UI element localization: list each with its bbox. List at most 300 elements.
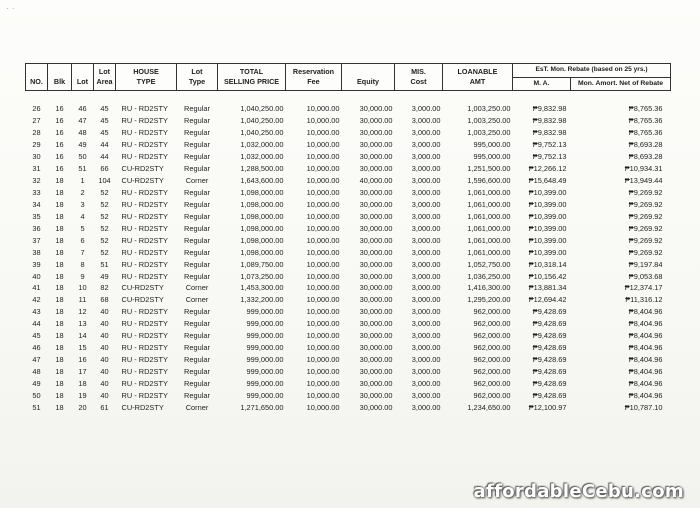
cell-house-type: RU - RD2STY	[121, 319, 168, 329]
cell-lot-type: Corner	[185, 402, 209, 412]
cell-lot: 18	[78, 378, 87, 388]
cell-total-price: 999,000.00	[246, 355, 284, 365]
cell-lot-type: Regular	[184, 104, 210, 114]
header-house-type-2: TYPE	[116, 77, 177, 91]
cell-mon-amort: ₱9,269.92	[628, 223, 663, 233]
cell-reservation-fee: 10,000.00	[306, 343, 340, 353]
cell-loanable-amt: 962,000.00	[473, 355, 511, 365]
cell-reservation-fee: 10,000.00	[306, 235, 340, 245]
cell-no: 39	[32, 259, 41, 269]
table-row	[26, 115, 671, 127]
cell-reservation-fee: 10,000.00	[306, 223, 340, 233]
cell-house-type: RU - RD2STY	[121, 247, 168, 257]
cell-house-type: CU-RD2STY	[121, 295, 164, 305]
cell-lot: 9	[80, 271, 85, 281]
cell-lot: 7	[80, 247, 85, 257]
cell-total-price: 1,040,250.00	[240, 128, 284, 138]
cell-total-price: 1,098,000.00	[240, 199, 284, 209]
cell-lot-area: 49	[100, 271, 109, 281]
cell-equity: 30,000.00	[359, 199, 393, 209]
cell-house-type: RU - RD2STY	[121, 390, 168, 400]
cell-mon-amort: ₱8,404.96	[628, 355, 663, 365]
cell-lot-area: 40	[100, 355, 109, 365]
cell-lot-area: 51	[100, 259, 109, 269]
cell-no: 33	[32, 187, 41, 197]
header-reservation: Reservation	[286, 64, 342, 78]
cell-mis-cost: 3,000.00	[411, 152, 441, 162]
cell-mis-cost: 3,000.00	[411, 307, 441, 317]
cell-mon-amort: ₱8,693.28	[628, 140, 663, 150]
table-row	[26, 151, 671, 163]
cell-house-type: CU-RD2STY	[121, 283, 164, 293]
cell-lot-type: Regular	[184, 307, 210, 317]
table-row	[26, 389, 671, 401]
cell-ma: ₱10,399.00	[528, 199, 567, 209]
cell-house-type: RU - RD2STY	[121, 271, 168, 281]
cell-loanable-amt: 1,061,000.00	[467, 247, 511, 257]
cell-lot-type: Regular	[184, 223, 210, 233]
cell-mon-amort: ₱8,404.96	[628, 367, 663, 377]
cell-mis-cost: 3,000.00	[411, 295, 441, 305]
cell-mon-amort: ₱8,765.36	[628, 104, 663, 114]
cell-lot-type: Regular	[184, 271, 210, 281]
cell-lot: 19	[78, 390, 87, 400]
cell-no: 38	[32, 247, 41, 257]
cell-reservation-fee: 10,000.00	[306, 247, 340, 257]
cell-loanable-amt: 1,061,000.00	[467, 235, 511, 245]
cell-reservation-fee: 10,000.00	[306, 283, 340, 293]
cell-lot-type: Regular	[184, 164, 210, 174]
cell-reservation-fee: 10,000.00	[306, 307, 340, 317]
cell-lot: 14	[78, 331, 87, 341]
cell-no: 44	[32, 319, 41, 329]
cell-lot: 49	[78, 140, 87, 150]
cell-no: 37	[32, 235, 41, 245]
cell-loanable-amt: 962,000.00	[473, 343, 511, 353]
cell-house-type: CU-RD2STY	[121, 402, 164, 412]
table-row	[26, 366, 671, 378]
cell-blk: 18	[55, 259, 64, 269]
cell-house-type: RU - RD2STY	[121, 259, 168, 269]
cell-no: 49	[32, 378, 41, 388]
cell-mis-cost: 3,000.00	[411, 355, 441, 365]
table-row	[26, 246, 671, 258]
cell-ma: ₱12,694.42	[528, 295, 567, 305]
cell-no: 46	[32, 343, 41, 353]
cell-equity: 30,000.00	[359, 128, 393, 138]
cell-no: 36	[32, 223, 41, 233]
cell-equity: 30,000.00	[359, 355, 393, 365]
cell-house-type: RU - RD2STY	[121, 355, 168, 365]
cell-ma: ₱10,399.00	[528, 247, 567, 257]
cell-lot-area: 52	[100, 223, 109, 233]
cell-no: 34	[32, 199, 41, 209]
cell-ma: ₱10,399.00	[528, 235, 567, 245]
cell-reservation-fee: 10,000.00	[306, 319, 340, 329]
cell-lot: 50	[78, 152, 87, 162]
cell-reservation-fee: 10,000.00	[306, 187, 340, 197]
cell-house-type: RU - RD2STY	[121, 307, 168, 317]
cell-lot-area: 44	[100, 152, 109, 162]
cell-total-price: 1,098,000.00	[240, 247, 284, 257]
table-row	[26, 378, 671, 390]
cell-mis-cost: 3,000.00	[411, 199, 441, 209]
cell-ma: ₱9,752.13	[532, 152, 567, 162]
cell-house-type: RU - RD2STY	[121, 152, 168, 162]
cell-lot: 20	[78, 402, 87, 412]
cell-mis-cost: 3,000.00	[411, 211, 441, 221]
header-ma: M. A.	[513, 77, 571, 91]
table-row	[26, 306, 671, 318]
cell-mon-amort: ₱8,765.36	[628, 128, 663, 138]
cell-lot-type: Regular	[184, 199, 210, 209]
cell-lot: 4	[80, 211, 85, 221]
cell-reservation-fee: 10,000.00	[306, 211, 340, 221]
cell-blk: 16	[55, 140, 64, 150]
cell-reservation-fee: 10,000.00	[306, 367, 340, 377]
cell-reservation-fee: 10,000.00	[306, 116, 340, 126]
cell-equity: 30,000.00	[359, 271, 393, 281]
cell-blk: 18	[55, 378, 64, 388]
cell-reservation-fee: 10,000.00	[306, 402, 340, 412]
cell-lot: 51	[78, 164, 87, 174]
cell-lot: 11	[78, 295, 87, 305]
cell-equity: 30,000.00	[359, 343, 393, 353]
cell-lot-area: 52	[100, 187, 109, 197]
cell-equity: 30,000.00	[359, 295, 393, 305]
cell-equity: 30,000.00	[359, 247, 393, 257]
table-row	[26, 222, 671, 234]
cell-no: 40	[32, 271, 41, 281]
cell-blk: 18	[55, 390, 64, 400]
cell-ma: ₱9,428.69	[532, 355, 567, 365]
header-mis: MIS.	[395, 64, 443, 78]
cell-loanable-amt: 1,416,300.00	[467, 283, 511, 293]
cell-mon-amort: ₱8,404.96	[628, 343, 663, 353]
cell-lot-type: Regular	[184, 128, 210, 138]
cell-lot: 48	[78, 128, 87, 138]
cell-reservation-fee: 10,000.00	[306, 176, 340, 186]
table-row	[26, 127, 671, 139]
cell-lot-area: 40	[100, 378, 109, 388]
header-loanable: LOANABLE	[443, 64, 513, 78]
cell-total-price: 999,000.00	[246, 367, 284, 377]
cell-blk: 18	[55, 235, 64, 245]
cell-loanable-amt: 962,000.00	[473, 378, 511, 388]
header-no: NO.	[26, 77, 48, 91]
table-row	[26, 210, 671, 222]
cell-mon-amort: ₱9,269.92	[628, 211, 663, 221]
cell-house-type: RU - RD2STY	[121, 211, 168, 221]
cell-mon-amort: ₱8,404.96	[628, 378, 663, 388]
cell-mon-amort: ₱10,787.10	[624, 402, 663, 412]
cell-lot-type: Corner	[185, 295, 209, 305]
cell-lot-area: 66	[100, 164, 109, 174]
cell-total-price: 999,000.00	[246, 343, 284, 353]
cell-blk: 18	[55, 187, 64, 197]
cell-blk: 18	[55, 271, 64, 281]
cell-mon-amort: ₱8,765.36	[628, 116, 663, 126]
table-row	[26, 175, 671, 187]
cell-mon-amort: ₱9,269.92	[628, 247, 663, 257]
cell-lot-area: 61	[100, 402, 109, 412]
header-mis-2: Cost	[395, 77, 443, 91]
cell-ma: ₱12,100.97	[528, 402, 567, 412]
cell-blk: 18	[55, 199, 64, 209]
cell-lot: 3	[80, 199, 85, 209]
cell-mis-cost: 3,000.00	[411, 223, 441, 233]
cell-total-price: 999,000.00	[246, 307, 284, 317]
cell-mis-cost: 3,000.00	[411, 259, 441, 269]
cell-no: 45	[32, 331, 41, 341]
cell-blk: 16	[55, 128, 64, 138]
cell-lot-area: 40	[100, 319, 109, 329]
cell-lot: 1	[80, 176, 85, 186]
cell-house-type: RU - RD2STY	[121, 235, 168, 245]
cell-no: 47	[32, 355, 41, 365]
table-row	[26, 198, 671, 210]
cell-total-price: 1,098,000.00	[240, 187, 284, 197]
cell-equity: 30,000.00	[359, 140, 393, 150]
cell-reservation-fee: 10,000.00	[306, 128, 340, 138]
cell-mis-cost: 3,000.00	[411, 104, 441, 114]
cell-lot-type: Regular	[184, 116, 210, 126]
table-row	[26, 234, 671, 246]
table-row	[26, 258, 671, 270]
cell-mon-amort: ₱8,404.96	[628, 331, 663, 341]
cell-mon-amort: ₱13,949.44	[624, 176, 663, 186]
cell-mon-amort: ₱8,693.28	[628, 152, 663, 162]
cell-reservation-fee: 10,000.00	[306, 355, 340, 365]
table-row	[26, 103, 671, 115]
cell-ma: ₱13,881.34	[528, 283, 567, 293]
header-total: TOTAL	[218, 64, 286, 78]
cell-blk: 18	[55, 331, 64, 341]
cell-lot: 46	[78, 104, 87, 114]
cell-ma: ₱9,832.98	[532, 128, 567, 138]
cell-loanable-amt: 1,295,200.00	[467, 295, 511, 305]
cell-lot-area: 52	[100, 235, 109, 245]
cell-mis-cost: 3,000.00	[411, 283, 441, 293]
header-house-type: HOUSE	[116, 64, 177, 78]
cell-total-price: 1,098,000.00	[240, 223, 284, 233]
cell-mis-cost: 3,000.00	[411, 402, 441, 412]
cell-house-type: RU - RD2STY	[121, 116, 168, 126]
cell-loanable-amt: 1,061,000.00	[467, 187, 511, 197]
cell-reservation-fee: 10,000.00	[306, 295, 340, 305]
cell-reservation-fee: 10,000.00	[306, 331, 340, 341]
header-equity: Equity	[342, 77, 395, 91]
cell-lot: 16	[78, 355, 87, 365]
cell-total-price: 1,032,000.00	[240, 152, 284, 162]
cell-ma: ₱10,318.14	[528, 259, 567, 269]
cell-loanable-amt: 1,003,250.00	[467, 116, 511, 126]
cell-house-type: RU - RD2STY	[121, 187, 168, 197]
cell-lot-type: Regular	[184, 211, 210, 221]
cell-reservation-fee: 10,000.00	[306, 164, 340, 174]
cell-no: 50	[32, 390, 41, 400]
cell-mon-amort: ₱9,269.92	[628, 199, 663, 209]
cell-lot-area: 40	[100, 307, 109, 317]
cell-house-type: CU-RD2STY	[121, 176, 164, 186]
cell-total-price: 1,040,250.00	[240, 116, 284, 126]
cell-lot-type: Regular	[184, 235, 210, 245]
cell-lot: 15	[78, 343, 87, 353]
cell-equity: 30,000.00	[359, 331, 393, 341]
cell-mon-amort: ₱9,197.84	[628, 259, 663, 269]
cell-lot-area: 40	[100, 390, 109, 400]
scan-margin-mark: · ·	[6, 4, 16, 13]
cell-reservation-fee: 10,000.00	[306, 378, 340, 388]
cell-mis-cost: 3,000.00	[411, 319, 441, 329]
header-equity-top	[342, 64, 395, 78]
cell-equity: 30,000.00	[359, 116, 393, 126]
cell-mon-amort: ₱9,269.92	[628, 235, 663, 245]
cell-lot-type: Regular	[184, 390, 210, 400]
table-row	[26, 354, 671, 366]
cell-mis-cost: 3,000.00	[411, 235, 441, 245]
cell-blk: 18	[55, 176, 64, 186]
cell-no: 48	[32, 367, 41, 377]
cell-equity: 40,000.00	[359, 176, 393, 186]
cell-ma: ₱10,399.00	[528, 211, 567, 221]
cell-reservation-fee: 10,000.00	[306, 271, 340, 281]
cell-ma: ₱9,428.69	[532, 307, 567, 317]
cell-lot: 10	[78, 283, 87, 293]
table-row	[26, 294, 671, 306]
table-row	[26, 163, 671, 175]
cell-equity: 30,000.00	[359, 283, 393, 293]
cell-lot-type: Regular	[184, 367, 210, 377]
cell-lot-area: 40	[100, 343, 109, 353]
cell-house-type: RU - RD2STY	[121, 378, 168, 388]
cell-lot-area: 82	[100, 283, 109, 293]
cell-equity: 30,000.00	[359, 187, 393, 197]
cell-ma: ₱9,428.69	[532, 331, 567, 341]
cell-mis-cost: 3,000.00	[411, 247, 441, 257]
cell-equity: 30,000.00	[359, 211, 393, 221]
cell-no: 43	[32, 307, 41, 317]
cell-mon-amort: ₱8,404.96	[628, 319, 663, 329]
cell-blk: 18	[55, 283, 64, 293]
cell-equity: 30,000.00	[359, 152, 393, 162]
table-row	[26, 342, 671, 354]
cell-blk: 18	[55, 211, 64, 221]
cell-loanable-amt: 1,061,000.00	[467, 223, 511, 233]
cell-ma: ₱12,266.12	[528, 164, 567, 174]
cell-equity: 30,000.00	[359, 402, 393, 412]
cell-house-type: CU-RD2STY	[121, 164, 164, 174]
cell-no: 26	[32, 104, 41, 114]
table-row	[26, 401, 671, 413]
table-header	[26, 64, 671, 91]
header-lot-type-2: Type	[177, 77, 218, 91]
cell-no: 27	[32, 116, 41, 126]
cell-total-price: 1,098,000.00	[240, 211, 284, 221]
cell-house-type: RU - RD2STY	[121, 140, 168, 150]
cell-loanable-amt: 995,000.00	[473, 140, 511, 150]
cell-mis-cost: 3,000.00	[411, 331, 441, 341]
cell-lot: 13	[78, 319, 87, 329]
cell-mis-cost: 3,000.00	[411, 128, 441, 138]
cell-loanable-amt: 962,000.00	[473, 367, 511, 377]
cell-lot-area: 40	[100, 331, 109, 341]
cell-total-price: 1,073,250.00	[240, 271, 284, 281]
cell-lot-type: Regular	[184, 343, 210, 353]
cell-blk: 16	[55, 164, 64, 174]
header-no-top	[26, 64, 48, 78]
table-row	[26, 270, 671, 282]
cell-mis-cost: 3,000.00	[411, 378, 441, 388]
cell-loanable-amt: 1,596,600.00	[467, 176, 511, 186]
cell-total-price: 999,000.00	[246, 378, 284, 388]
cell-ma: ₱10,399.00	[528, 223, 567, 233]
cell-lot-type: Regular	[184, 319, 210, 329]
cell-house-type: RU - RD2STY	[121, 128, 168, 138]
cell-blk: 18	[55, 402, 64, 412]
cell-lot: 6	[80, 235, 85, 245]
cell-equity: 30,000.00	[359, 223, 393, 233]
cell-equity: 30,000.00	[359, 259, 393, 269]
cell-house-type: RU - RD2STY	[121, 331, 168, 341]
cell-lot-type: Regular	[184, 140, 210, 150]
cell-mon-amort: ₱11,316.12	[625, 295, 663, 305]
cell-lot-type: Regular	[184, 247, 210, 257]
cell-blk: 18	[55, 355, 64, 365]
cell-no: 29	[32, 140, 41, 150]
cell-lot-area: 52	[100, 199, 109, 209]
header-rebate-group: EsT. Mon. Rebate (based on 25 yrs.)	[513, 64, 671, 78]
cell-blk: 18	[55, 223, 64, 233]
cell-lot-area: 104	[98, 176, 111, 186]
cell-ma: ₱9,428.69	[532, 378, 567, 388]
cell-total-price: 1,332,200.00	[240, 295, 284, 305]
cell-lot: 8	[80, 259, 85, 269]
cell-total-price: 1,643,600.00	[240, 176, 284, 186]
header-blk: Blk	[48, 77, 72, 91]
table-body	[26, 91, 671, 414]
cell-blk: 16	[55, 116, 64, 126]
table-row	[26, 282, 671, 294]
header-blk-top	[48, 64, 72, 78]
cell-lot-type: Corner	[185, 283, 209, 293]
cell-loanable-amt: 962,000.00	[473, 319, 511, 329]
cell-lot: 5	[80, 223, 85, 233]
cell-no: 41	[32, 283, 41, 293]
cell-equity: 30,000.00	[359, 378, 393, 388]
header-gap	[26, 91, 671, 103]
cell-mis-cost: 3,000.00	[411, 140, 441, 150]
price-schedule-table	[25, 63, 671, 413]
cell-equity: 30,000.00	[359, 367, 393, 377]
cell-lot-type: Corner	[185, 176, 209, 186]
cell-ma: ₱9,428.69	[532, 319, 567, 329]
cell-total-price: 999,000.00	[246, 331, 284, 341]
cell-equity: 30,000.00	[359, 235, 393, 245]
cell-lot: 12	[78, 307, 87, 317]
cell-equity: 30,000.00	[359, 104, 393, 114]
cell-blk: 16	[55, 152, 64, 162]
table-row	[26, 318, 671, 330]
cell-loanable-amt: 1,061,000.00	[467, 199, 511, 209]
cell-house-type: RU - RD2STY	[121, 199, 168, 209]
cell-total-price: 1,271,650.00	[240, 402, 284, 412]
cell-mon-amort: ₱12,374.17	[624, 283, 663, 293]
cell-mis-cost: 3,000.00	[411, 390, 441, 400]
cell-no: 32	[32, 176, 41, 186]
cell-mis-cost: 3,000.00	[411, 116, 441, 126]
cell-lot-area: 40	[100, 367, 109, 377]
